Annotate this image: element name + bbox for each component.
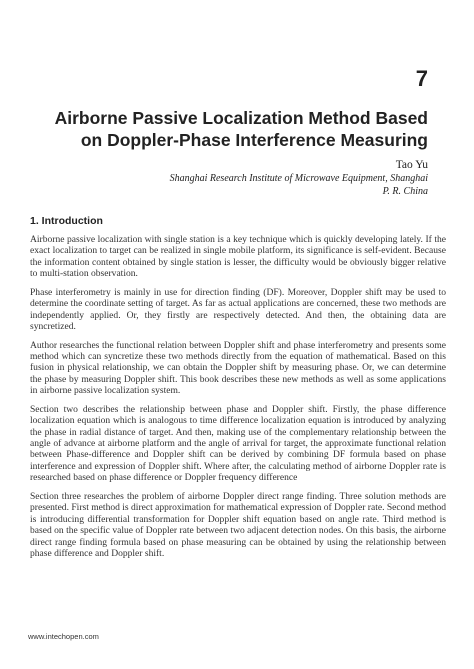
section-heading: 1. Introduction (30, 215, 103, 227)
chapter-title (48, 107, 428, 151)
paragraph: Airborne passive localization with single station is a key technique which is quickly developing lately. If the exact localization to target can be realized in single mobile platform, its significance is self-evident. Because the information content obtained by single station is lesser, the difficulty would be obviously bigger relative to multi-station observation. (30, 234, 446, 280)
paragraph: Section two describes the relationship between phase and Doppler shift. Firstly, the phase difference localization equation which is analogous to time difference localization equation is introduced by analyzing the phase in radial distance of target. And then, making use of the complementary relationship between the angle of advance at airborne platform and the angle of arrival for target, the approximate functional relation between Phase-difference and Doppler shift can be derived by combining DF formula based on phase interference and expression of Doppler shift. Where after, the calculating method of airborne Doppler rate is researched based on phase difference or Doppler frequency difference (30, 403, 446, 484)
chapter-number: 7 (415, 66, 428, 91)
affiliation-line-2: P. R. China (382, 185, 428, 197)
paragraph: Author researches the functional relation between Doppler shift and phase interferometry and presents some method which can syncretize these two methods directly from the equation of mathematical. Based on this fusion in physical relationship, we can obtain the Doppler shift by measuring phase. Or, we can determine the phase by measuring Doppler shift. This book describes these new methods as well as some applications in airborne passive localization system. (30, 339, 446, 397)
chapter-title-line-2: on Doppler-Phase Interference Measuring (80, 130, 428, 150)
paragraph: Section three researches the problem of airborne Doppler direct range finding. Three solution methods are presented. First method is direct approximation for mathematical expression of Doppler rate. Second method is introducing differential transformation for Doppler shift equation based on angle rate. Third method is based on the specific value of Doppler rate between two adjacent detection nodes. On this basis, the airborne direct range finding formula based on phase measuring can be obtained by using the relationship between phase difference and Doppler shift. (30, 490, 446, 559)
author-affiliation (88, 173, 428, 198)
chapter-title-line-1: Airborne Passive Localization Method Based (54, 108, 428, 128)
footer-url: www.intechopen.com (28, 632, 99, 641)
section-body (30, 234, 446, 567)
author-name: Tao Yu (395, 159, 428, 171)
affiliation-line-1: Shanghai Research Institute of Microwave Equipment, Shanghai (169, 173, 428, 184)
paragraph: Phase interferometry is mainly in use for direction finding (DF). Moreover, Doppler shift may be used to determine the coordinate setting of target. As far as actual applications are concerned, these two methods are independently applied. Or, they firstly are respectively detected. And then, the obtaining data are syncretized. (30, 286, 446, 333)
